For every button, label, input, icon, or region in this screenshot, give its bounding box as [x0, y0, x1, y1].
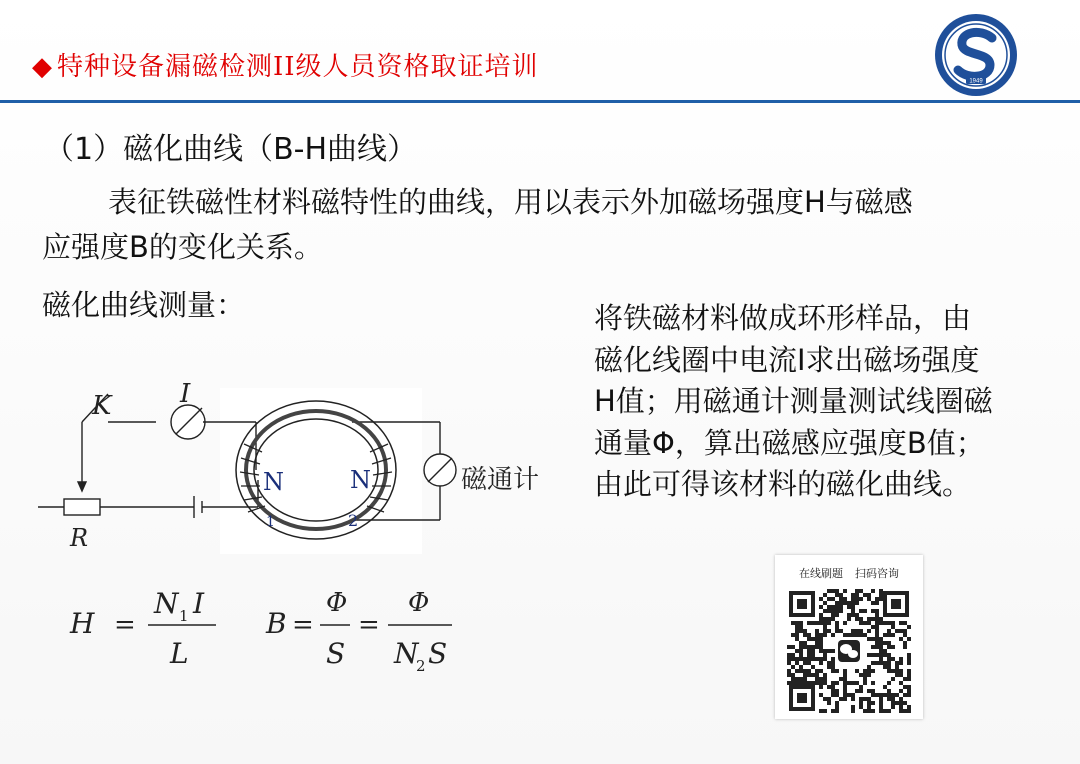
formula-h-eq: = — [114, 610, 136, 640]
formula-h-num-sub: 1 — [179, 607, 189, 625]
formula-b-phi2: Φ — [408, 588, 430, 618]
coil2-label: N — [350, 466, 371, 494]
formula-h-num-n: N — [154, 587, 179, 620]
qr-caption-left: 在线刷题 — [799, 567, 843, 580]
diamond-bullet-icon: ◆ — [32, 52, 53, 82]
formula-block — [60, 575, 490, 685]
coil1-subscript: 1 — [266, 514, 275, 530]
formula-b-n2: N — [394, 637, 419, 670]
definition-paragraph — [42, 180, 913, 266]
wechat-icon — [836, 638, 862, 664]
header-title — [32, 46, 539, 83]
qr-caption-right: 扫码咨询 — [855, 567, 899, 580]
formula-b-eq1: = — [292, 610, 314, 640]
formula-b-lhs: B — [266, 607, 287, 640]
formula-h-num-i: I — [193, 587, 205, 620]
qr-card[interactable] — [775, 555, 923, 719]
formula-b-n2-sub: 2 — [416, 657, 426, 675]
section-title: （1）磁化曲线（B-H曲线） — [44, 132, 418, 167]
formula-b-s1: S — [326, 637, 346, 670]
desc-line-3: H值；用磁通计测量测试线圈磁 — [594, 384, 993, 418]
desc-line-4: 通量Φ，算出磁感应强度B值； — [594, 425, 985, 460]
fluxmeter-label: 磁通计 — [461, 465, 540, 495]
coil2-subscript: 2 — [348, 511, 359, 530]
formula-b-eq2: = — [358, 610, 380, 640]
university-seal-icon — [932, 12, 1020, 98]
formula-b-phi1: Φ — [326, 588, 348, 618]
logo-year: 1949 — [969, 78, 983, 85]
desc-line-5: 由此可得该材料的磁化曲线。 — [594, 467, 972, 501]
qr-caption — [775, 565, 923, 581]
current-label: I — [180, 379, 191, 409]
header-rule — [0, 100, 1080, 103]
definition-line-2: 应强度B的变化关系。 — [42, 230, 323, 264]
formula-h-den: L — [170, 637, 189, 670]
resistor-label: R — [70, 524, 89, 552]
formula-h-lhs: H — [70, 607, 95, 640]
circuit-diagram — [30, 370, 590, 570]
qr-code[interactable] — [787, 589, 911, 713]
switch-label: K — [92, 391, 112, 421]
coil1-label: N — [263, 468, 284, 496]
measurement-title: 磁化曲线测量： — [42, 288, 246, 322]
desc-line-2: 磁化线圈中电流I求出磁场强度 — [594, 342, 980, 377]
formula-b-s2: S — [428, 637, 448, 670]
definition-line-1: 表征铁磁性材料磁特性的曲线，用以表示外加磁场强度H与磁感 — [108, 185, 913, 219]
measurement-description — [594, 298, 993, 506]
desc-line-1: 将铁磁材料做成环形样品，由 — [594, 301, 972, 335]
resistor-symbol — [64, 499, 100, 515]
header-title-text: 特种设备漏磁检测II级人员资格取证培训 — [57, 52, 539, 82]
